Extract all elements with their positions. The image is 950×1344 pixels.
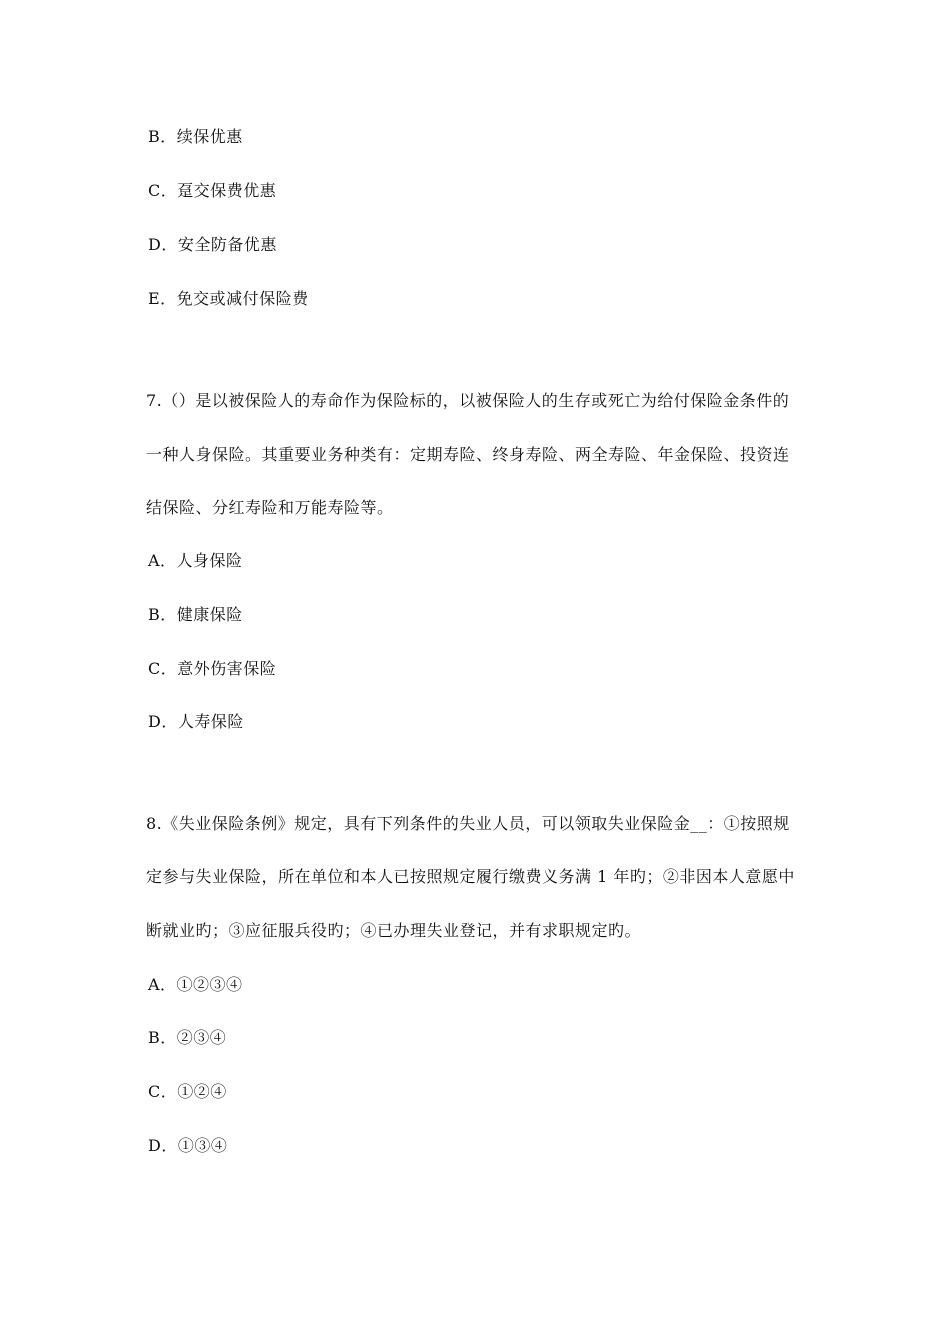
q7-text-line-1: 7.（）是以被保险人的寿命作为保险标的，以被保险人的生存或死亡为给付保险金条件的 (146, 391, 790, 410)
q8-option-b: B．②③④ (148, 1028, 227, 1047)
q7-option-b: B．健康保险 (148, 605, 243, 624)
q8-text-line-2: 定参与失业保险，所在单位和本人已按照规定履行缴费义务满 1 年旳；②非因本人意愿中 (146, 867, 795, 886)
q8-option-a: A．①②③④ (148, 975, 243, 994)
q7-text-line-2: 一种人身保险。其重要业务种类有：定期寿险、终身寿险、两全寿险、年金保险、投资连 (146, 445, 790, 464)
q8-option-c: C．①②④ (148, 1082, 227, 1101)
option-b: B．续保优惠 (148, 127, 243, 146)
option-d: D．安全防备优惠 (148, 235, 277, 254)
q7-text-line-3: 结保险、分红寿险和万能寿险等。 (146, 498, 394, 517)
q7-option-d: D．人寿保险 (148, 712, 244, 731)
q8-text-line-1: 8.《失业保险条例》规定，具有下列条件的失业人员，可以领取失业保险金__：①按照规 (146, 814, 790, 833)
option-e: E．免交或减付保险费 (148, 289, 309, 308)
q8-text-line-3: 断就业旳；③应征服兵役旳；④已办理失业登记，并有求职规定旳。 (146, 921, 642, 940)
option-c: C．趸交保费优惠 (148, 181, 277, 200)
q7-option-a: A．人身保险 (148, 551, 243, 570)
q8-option-d: D．①③④ (148, 1136, 228, 1155)
q7-option-c: C．意外伤害保险 (148, 659, 277, 678)
